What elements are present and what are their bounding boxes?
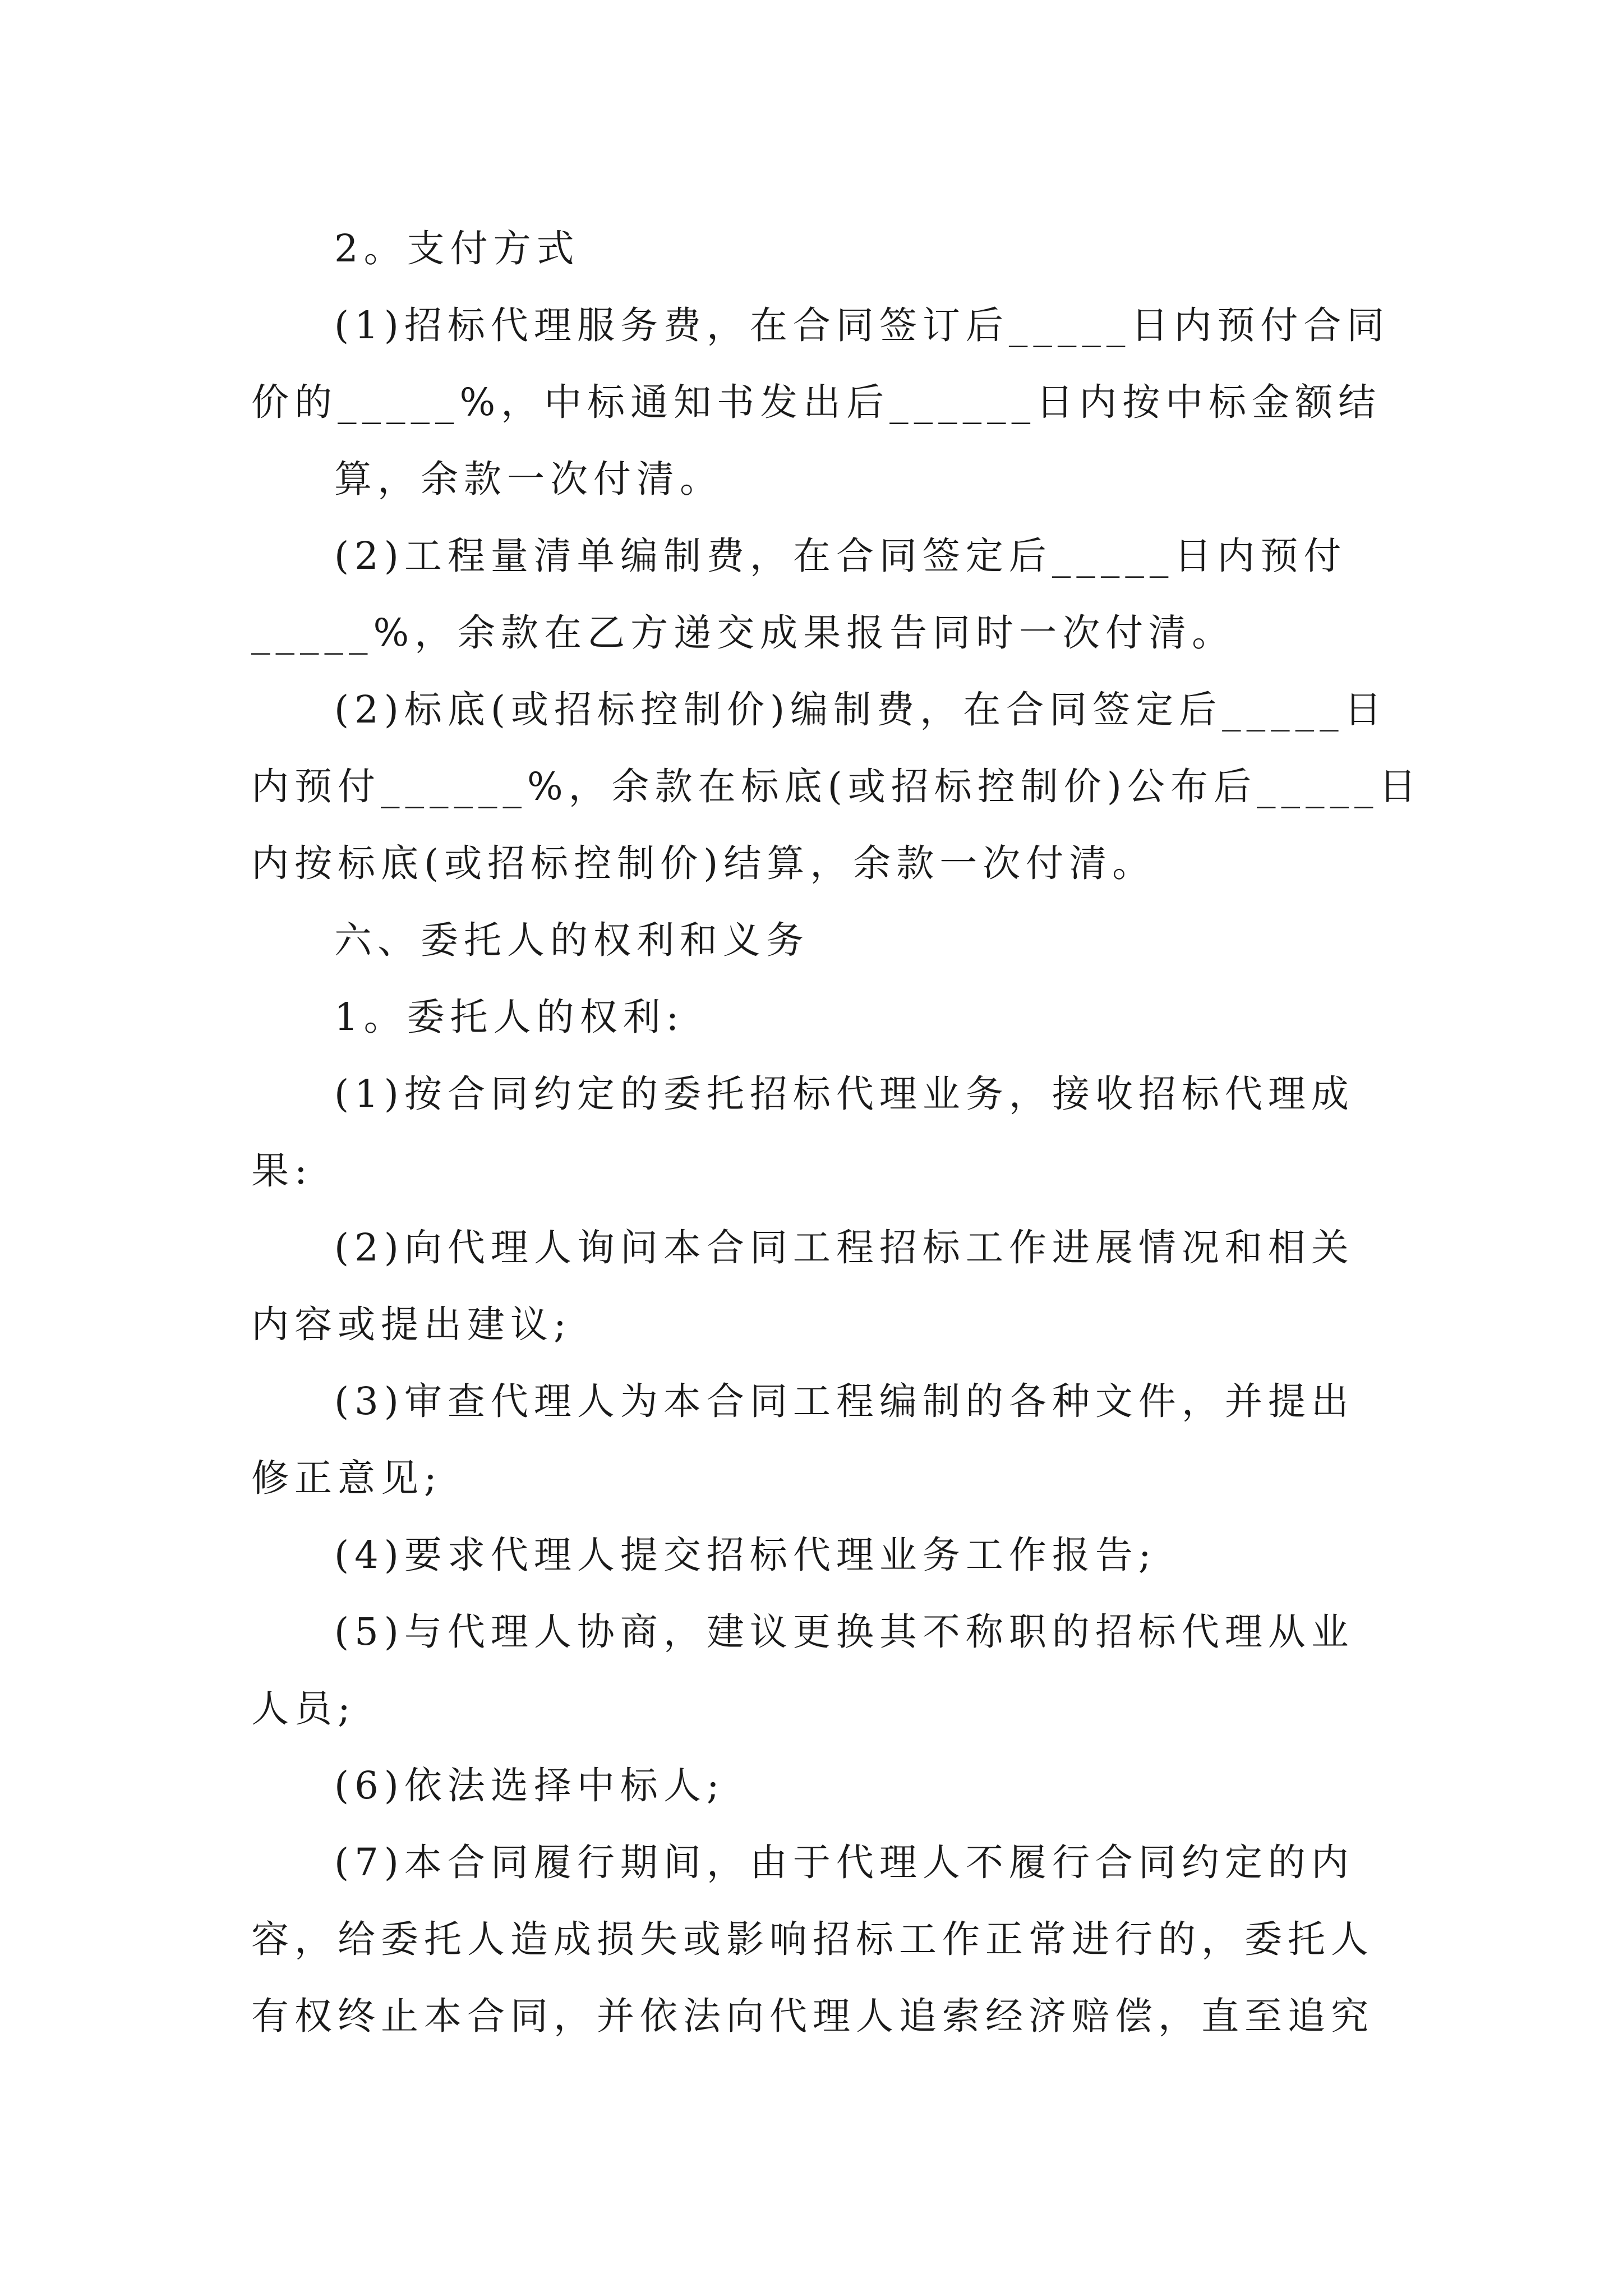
line-payment-method-heading: 2。支付方式 [334,227,580,270]
line-right-2b: 内容或提出建议; [251,1303,572,1346]
line-client-rights-heading: 1。委托人的权利: [334,995,685,1039]
line-right-2a: (2)向代理人询问本合同工程招标工作进展情况和相关 [334,1226,1354,1269]
line-agency-fee-3: 算，余款一次付清。 [334,457,723,501]
line-right-7b: 容，给委托人造成损失或影响招标工作正常进行的，委托人 [251,1917,1374,1961]
line-right-6: (6)依法选择中标人; [334,1764,725,1807]
line-right-7c: 有权终止本合同，并依法向代理人追索经济赔偿，直至追究 [251,1994,1374,2038]
line-right-1b: 果: [251,1149,313,1193]
line-base-price-fee-3: 内按标底(或招标控制价)结算，余款一次付清。 [251,841,1156,885]
line-bill-fee-1: (2)工程量清单编制费，在合同签定后_____日内预付 [334,534,1347,578]
line-bill-fee-2: _____%，余款在乙方递交成果报告同时一次付清。 [251,611,1235,655]
line-right-5b: 人员; [251,1687,356,1731]
line-right-1a: (1)按合同约定的委托招标代理业务，接收招标代理成 [334,1072,1354,1116]
line-base-price-fee-1: (2)标底(或招标控制价)编制费，在合同签定后_____日 [334,688,1387,731]
document-body [251,210,1422,2055]
line-section-six-heading: 六、委托人的权利和义务 [334,918,809,962]
line-base-price-fee-2: 内预付______%，余款在标底(或招标控制价)公布后_____日 [251,765,1422,808]
line-right-4: (4)要求代理人提交招标代理业务工作报告; [334,1533,1157,1577]
line-right-3a: (3)审查代理人为本合同工程编制的各种文件，并提出 [334,1379,1354,1423]
line-right-5a: (5)与代理人协商，建议更换其不称职的招标代理从业 [334,1610,1354,1654]
line-right-7a: (7)本合同履行期间，由于代理人不履行合同约定的内 [334,1841,1354,1884]
line-agency-fee-1: (1)招标代理服务费，在合同签订后_____日内预付合同 [334,303,1390,347]
line-agency-fee-2: 价的_____%，中标通知书发出后______日内按中标金额结 [251,380,1382,424]
line-right-3b: 修正意见; [251,1456,442,1500]
